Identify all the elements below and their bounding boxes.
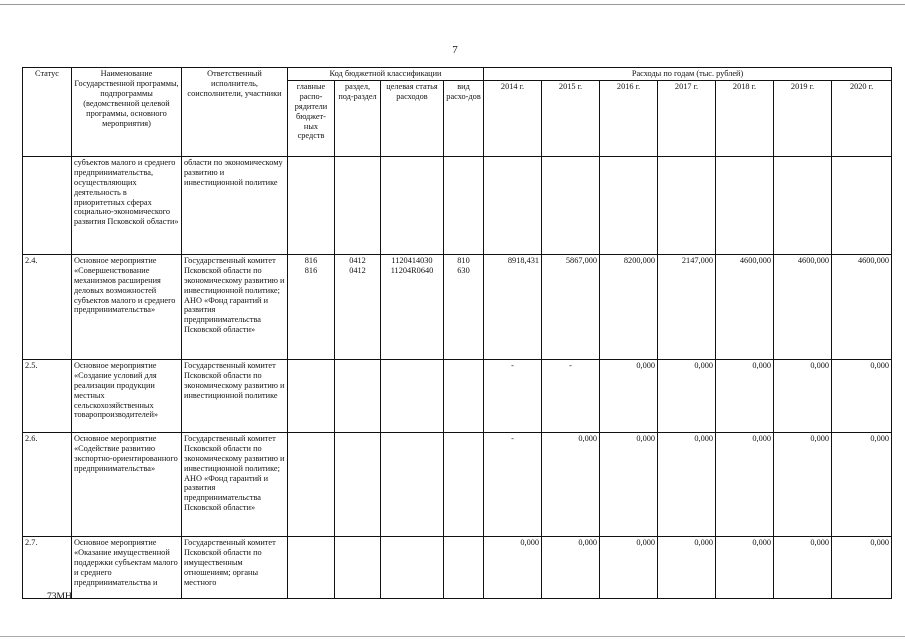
cell-value: - [484, 359, 542, 432]
header-row-1 [23, 68, 892, 81]
header-expense-type: вид расхо-дов [444, 80, 484, 156]
cell-executor: Государственный комитет Псковской области по экономическому развитию и инвестиционной политике; АНО «Фонд гарантий и развития предпринимательства Псковской области» [182, 254, 288, 359]
cell-value: 8918,431 [484, 254, 542, 359]
cell-value: - [542, 359, 600, 432]
sheet-code: 73МН [47, 592, 72, 602]
cell-name: субъектов малого и среднего предпринимательства, осуществляющих деятельность в приоритетных сферах социально-экономического развития Псковской области» [72, 156, 182, 254]
cell-value [774, 156, 832, 254]
cell-grbs [288, 359, 335, 432]
grbs-code: 816 [304, 255, 318, 265]
header-executor: Ответственный исполнитель, соисполнители, участники [182, 68, 288, 157]
cell-value: 4600,000 [716, 254, 774, 359]
cell-value: 0,000 [832, 359, 892, 432]
cell-value: 5867,000 [542, 254, 600, 359]
header-year: 2019 г. [774, 80, 832, 156]
cell-value [832, 156, 892, 254]
cell-target [381, 536, 444, 598]
cell-target [381, 359, 444, 432]
cell-value: 0,000 [774, 359, 832, 432]
cell-value: 0,000 [716, 536, 774, 598]
cell-value: 0,000 [716, 432, 774, 536]
budget-table [22, 67, 892, 599]
scan-edge-top [0, 4, 905, 5]
header-status: Статус [23, 68, 72, 157]
cell-value: 0,000 [832, 432, 892, 536]
cell-value: 0,000 [716, 359, 774, 432]
cell-value: 0,000 [774, 536, 832, 598]
grbs-code: 816 [304, 265, 318, 275]
cell-value: 0,000 [774, 432, 832, 536]
cell-value: - [484, 432, 542, 536]
cell-section [335, 359, 381, 432]
cell-section [335, 432, 381, 536]
cell-value: 0,000 [542, 536, 600, 598]
table-row-2-7 [23, 536, 892, 598]
cell-status: 2.4. [23, 254, 72, 359]
cell-value: 0,000 [658, 359, 716, 432]
cell-value: 0,000 [600, 432, 658, 536]
cell-value: 0,000 [658, 432, 716, 536]
cell-value: 0,000 [658, 536, 716, 598]
cell-name: Основное мероприятие «Совершенствование механизмов расширения деловых возможностей субъектов малого и среднего предпринимательства» [72, 254, 182, 359]
cell-status: 2.6. [23, 432, 72, 536]
cell-value: 8200,000 [600, 254, 658, 359]
table-row-2-4 [23, 254, 892, 359]
cell-expense-type [444, 432, 484, 536]
cell-expense-type [444, 254, 484, 359]
header-year: 2016 г. [600, 80, 658, 156]
cell-expense-type [444, 359, 484, 432]
cell-status: 2.5. [23, 359, 72, 432]
header-budget-code: Код бюджетной классификации [288, 68, 484, 81]
cell-value: 0,000 [832, 536, 892, 598]
cell-target [381, 432, 444, 536]
cell-name: Основное мероприятие «Содействие развитию экспортно-ориентированного предпринимательства» [72, 432, 182, 536]
cell-executor: области по экономическому развитию и инвестиционной политике [182, 156, 288, 254]
cell-executor: Государственный комитет Псковской области по имущественным отношениям; органы местного [182, 536, 288, 598]
cell-grbs [288, 432, 335, 536]
cell-grbs [288, 536, 335, 598]
header-name: Наименование Государственной программы, подпрограммы (ведомственной целевой программы, основного мероприятия) [72, 68, 182, 157]
cell-value [484, 156, 542, 254]
cell-expense-type [444, 536, 484, 598]
cell-grbs [288, 254, 335, 359]
cell-section [335, 156, 381, 254]
target-code: 11204R0640 [390, 265, 434, 275]
scan-edge-bottom [0, 636, 905, 637]
cell-section [335, 536, 381, 598]
cell-status [23, 156, 72, 254]
cell-value [658, 156, 716, 254]
header-year: 2014 г. [484, 80, 542, 156]
cell-value: 4600,000 [774, 254, 832, 359]
page-number: 7 [452, 44, 458, 56]
header-year: 2018 г. [716, 80, 774, 156]
cell-target [381, 156, 444, 254]
header-expenses: Расходы по годам (тыс. рублей) [484, 68, 892, 81]
header-year: 2015 г. [542, 80, 600, 156]
target-code: 1120414030 [391, 255, 433, 265]
header-target: целевая статья расходов [381, 80, 444, 156]
cell-value [542, 156, 600, 254]
expense-type-code: 630 [457, 265, 470, 275]
cell-status: 2.7. [23, 536, 72, 598]
cell-executor: Государственный комитет Псковской области по экономическому развитию и инвестиционной политике; АНО «Фонд гарантий и развития предпринимательства Псковской области» [182, 432, 288, 536]
expense-type-code: 810 [457, 255, 470, 265]
header-section: раздел, под-раздел [335, 80, 381, 156]
cell-value: 2147,000 [658, 254, 716, 359]
table-row-continuation [23, 156, 892, 254]
cell-expense-type [444, 156, 484, 254]
cell-grbs [288, 156, 335, 254]
header-year: 2020 г. [832, 80, 892, 156]
section-code: 0412 [349, 255, 366, 265]
cell-value [600, 156, 658, 254]
cell-section [335, 254, 381, 359]
cell-executor: Государственный комитет Псковской области по экономическому развитию и инвестиционной политике [182, 359, 288, 432]
cell-name: Основное мероприятие «Оказание имущественной поддержки субъектам малого и среднего предпринимательства и [72, 536, 182, 598]
cell-target [381, 254, 444, 359]
cell-name: Основное мероприятие «Создание условий для реализации продукции местных сельскохозяйственных товаропроизводителей» [72, 359, 182, 432]
cell-value: 0,000 [484, 536, 542, 598]
cell-value: 0,000 [600, 536, 658, 598]
cell-value: 0,000 [542, 432, 600, 536]
cell-value: 4600,000 [832, 254, 892, 359]
table-row-2-6 [23, 432, 892, 536]
section-code: 0412 [349, 265, 366, 275]
header-grbs: главные распо-рядители бюджет-ных средств [288, 80, 335, 156]
table-row-2-5 [23, 359, 892, 432]
cell-value: 0,000 [600, 359, 658, 432]
cell-value [716, 156, 774, 254]
header-year: 2017 г. [658, 80, 716, 156]
